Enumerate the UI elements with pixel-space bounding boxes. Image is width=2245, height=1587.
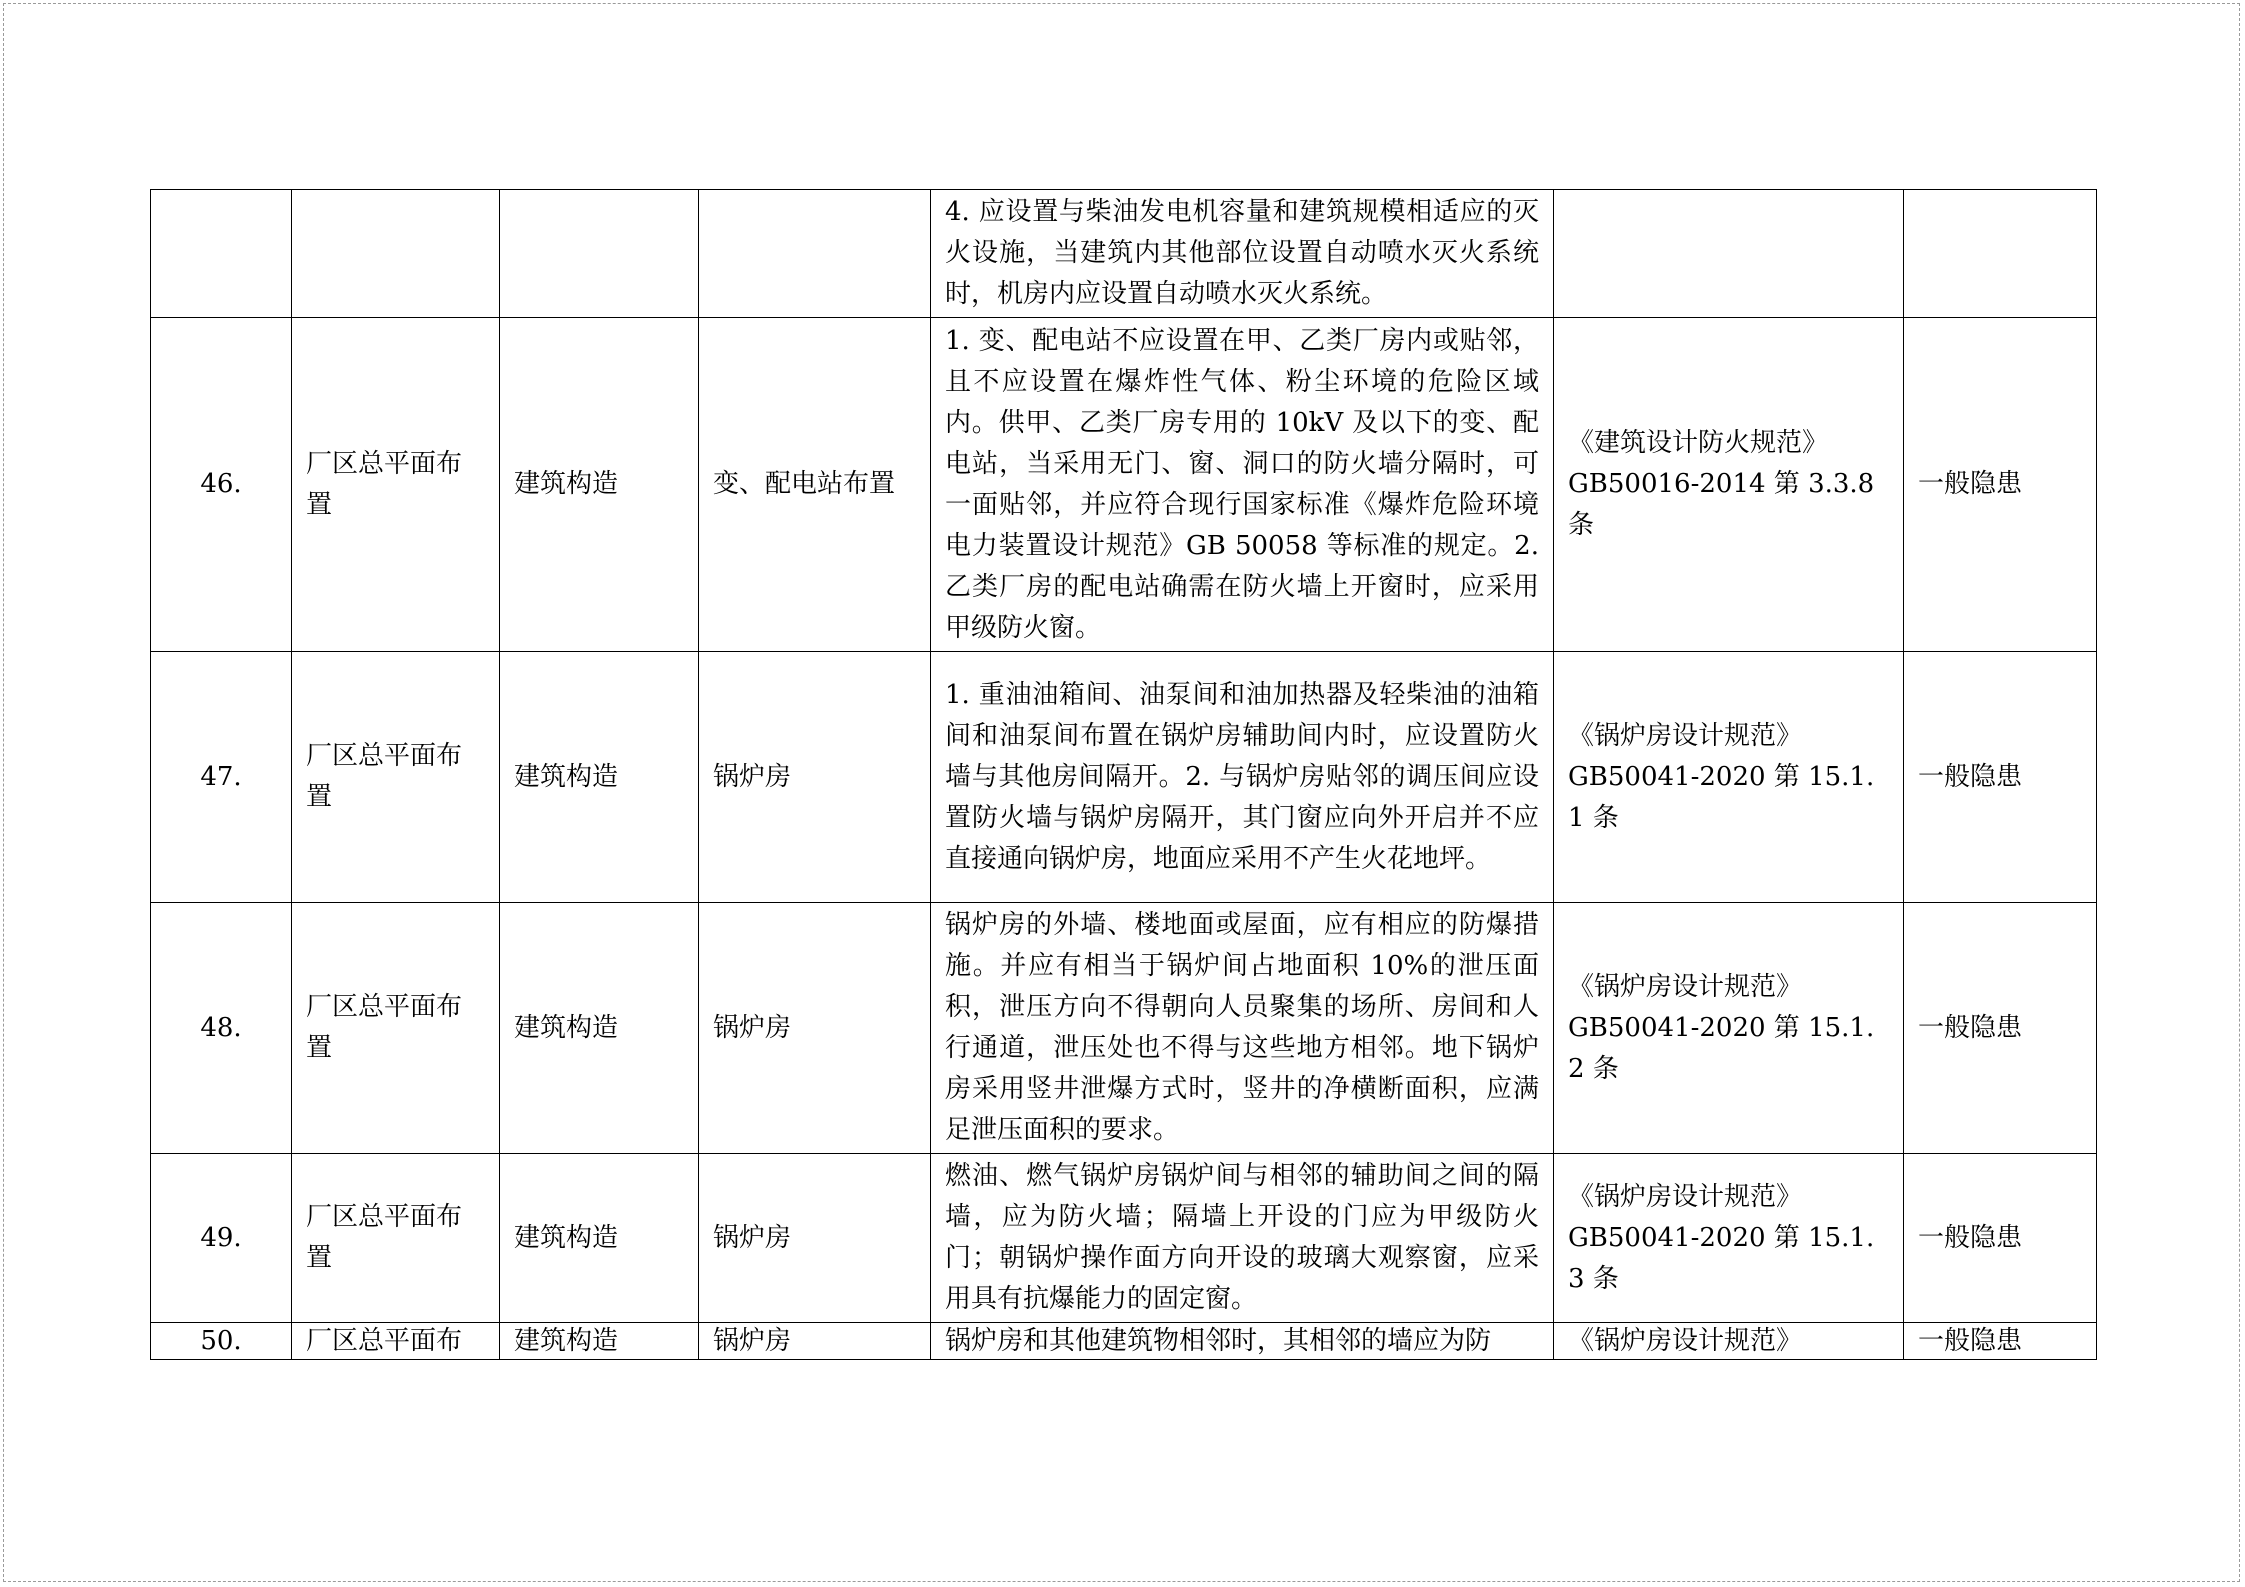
- basis-cell: [1554, 652, 1904, 903]
- requirement-cell: 1. 变、配电站不应设置在甲、乙类厂房内或贴邻，且不应设置在爆炸性气体、粉尘环境的危险区域内。供甲、乙类厂房专用的 10kV 及以下的变、配电站，当采用无门、窗、洞口的防火墙分隔时，可一面贴邻，并应符合现行国家标准《爆炸危险环境电力装置设计规范》GB 50058 等标准的规定。2. 乙类厂房的配电站确需在防火墙上开窗时，应采用甲级防火窗。: [931, 318, 1554, 652]
- basis-title: 《锅炉房设计规范》: [1568, 1181, 1803, 1212]
- requirement-cell: 1. 重油油箱间、油泵间和油加热器及轻柴油的油箱间和油泵间布置在锅炉房辅助间内时，应设置防火墙与其他房间隔开。2. 与锅炉房贴邻的调压间应设置防火墙与锅炉房隔开，其门窗应向外开启并不应直接通向锅炉房，地面应采用不产生火花地坪。: [931, 652, 1554, 903]
- row-number: 49.: [151, 1154, 292, 1323]
- item-cell: [699, 190, 931, 318]
- item-cell: 锅炉房: [699, 652, 931, 903]
- area-cell: [292, 190, 500, 318]
- item-cell: 锅炉房: [699, 1323, 931, 1360]
- basis-clause: GB50041-2020 第 15.1.2 条: [1568, 1012, 1875, 1084]
- requirement-cell: 燃油、燃气锅炉房锅炉间与相邻的辅助间之间的隔墙，应为防火墙；隔墙上开设的门应为甲级防火门；朝锅炉操作面方向开设的玻璃大观察窗，应采用具有抗爆能力的固定窗。: [931, 1154, 1554, 1323]
- row-number: 50.: [151, 1323, 292, 1360]
- basis-title: 《建筑设计防火规范》: [1568, 428, 1829, 458]
- basis-clause: GB50041-2020 第 15.1.3 条: [1568, 1222, 1875, 1294]
- table-row: [151, 903, 2097, 1154]
- hazard-standards-table: [150, 189, 2097, 1360]
- basis-clause: GB50041-2020 第 15.1.1 条: [1568, 761, 1875, 833]
- basis-title: 《锅炉房设计规范》: [1568, 1326, 1803, 1356]
- row-number: 47.: [151, 652, 292, 903]
- hazard-level-cell: 一般隐患: [1904, 318, 2097, 652]
- item-cell: 锅炉房: [699, 1154, 931, 1323]
- basis-cell: [1554, 190, 1904, 318]
- table-row: [151, 652, 2097, 903]
- requirement-cell: 锅炉房的外墙、楼地面或屋面，应有相应的防爆措施。并应有相当于锅炉间占地面积 10%的泄压面积，泄压方向不得朝向人员聚集的场所、房间和人行通道，泄压处也不得与这些地方相邻。地下锅炉房采用竖井泄爆方式时，竖井的净横断面积，应满足泄压面积的要求。: [931, 903, 1554, 1154]
- item-cell: 变、配电站布置: [699, 318, 931, 652]
- basis-title: 《锅炉房设计规范》: [1568, 971, 1803, 1002]
- hazard-level-cell: 一般隐患: [1904, 903, 2097, 1154]
- hazard-level-cell: 一般隐患: [1904, 1154, 2097, 1323]
- basis-cell: [1554, 1154, 1904, 1323]
- row-number: 46.: [151, 318, 292, 652]
- basis-clause: GB50016-2014 第 3.3.8 条: [1568, 469, 1875, 540]
- row-number: 48.: [151, 903, 292, 1154]
- category-cell: 建筑构造: [500, 652, 699, 903]
- hazard-level-cell: 一般隐患: [1904, 652, 2097, 903]
- area-cell: 厂区总平面布: [292, 1323, 500, 1360]
- row-number: [151, 190, 292, 318]
- requirement-cell: 锅炉房和其他建筑物相邻时，其相邻的墙应为防: [931, 1323, 1554, 1360]
- table-row: [151, 190, 2097, 318]
- area-cell: 厂区总平面布置: [292, 903, 500, 1154]
- table-row: [151, 1154, 2097, 1323]
- table-row: [151, 318, 2097, 652]
- category-cell: [500, 190, 699, 318]
- item-cell: 锅炉房: [699, 903, 931, 1154]
- area-cell: 厂区总平面布置: [292, 652, 500, 903]
- basis-title: 《锅炉房设计规范》: [1568, 720, 1803, 751]
- category-cell: 建筑构造: [500, 1154, 699, 1323]
- hazard-level-cell: 一般隐患: [1904, 1323, 2097, 1360]
- category-cell: 建筑构造: [500, 903, 699, 1154]
- area-cell: 厂区总平面布置: [292, 318, 500, 652]
- table-row: [151, 1323, 2097, 1360]
- requirement-cell: 4. 应设置与柴油发电机容量和建筑规模相适应的灭火设施，当建筑内其他部位设置自动喷水灭火系统时，机房内应设置自动喷水灭火系统。: [931, 190, 1554, 318]
- category-cell: 建筑构造: [500, 1323, 699, 1360]
- hazard-level-cell: [1904, 190, 2097, 318]
- category-cell: 建筑构造: [500, 318, 699, 652]
- basis-cell: [1554, 1323, 1904, 1360]
- area-cell: 厂区总平面布置: [292, 1154, 500, 1323]
- basis-cell: [1554, 903, 1904, 1154]
- basis-cell: [1554, 318, 1904, 652]
